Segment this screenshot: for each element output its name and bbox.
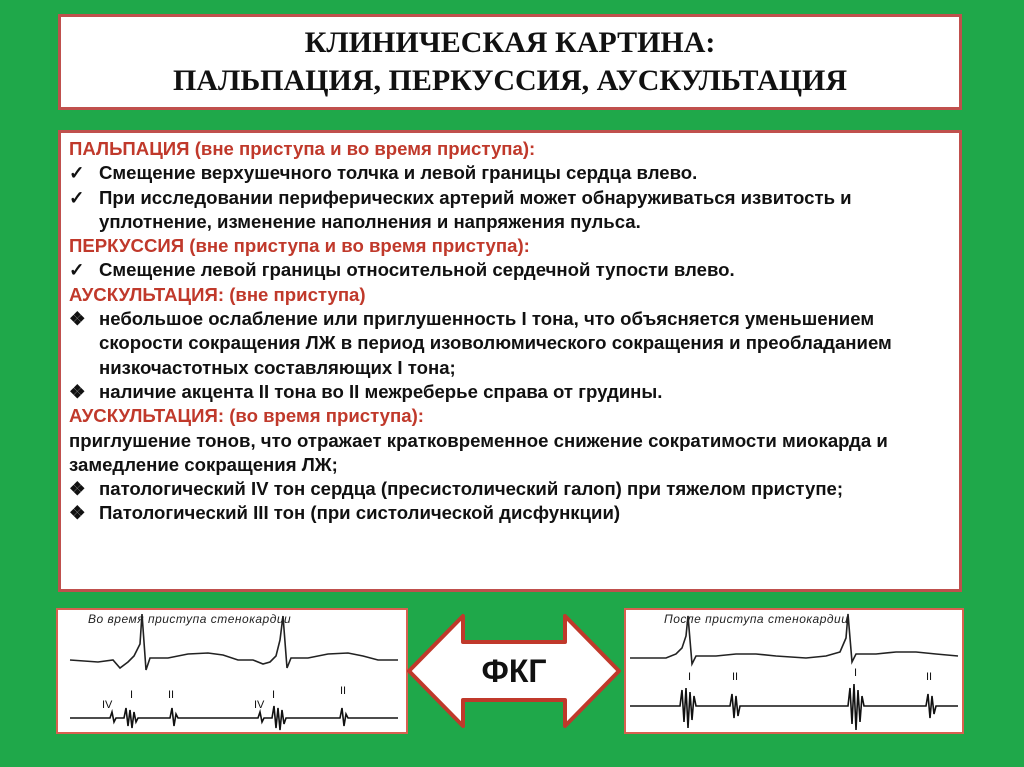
list-item	[69, 380, 951, 404]
ecg-left-panel	[56, 608, 408, 734]
diamond-bullet-icon: ❖	[69, 478, 86, 500]
palpation-heading: ПАЛЬПАЦИЯ (вне приступа и во время приступа):	[69, 138, 536, 159]
palpation-item-1: Смещение верхушечного толчка и левой границы сердца влево.	[99, 162, 698, 184]
ecg-left-label-ii-2: II	[340, 685, 347, 697]
percussion-item-1: Смещение левой границы относительной сердечной тупости влево.	[99, 259, 735, 281]
ecg-right-panel	[624, 608, 964, 734]
title-box	[58, 14, 962, 110]
pcg-left-trace	[70, 706, 398, 730]
diamond-bullet-icon: ❖	[69, 380, 86, 402]
ecg-left-caption: Во время приступа стенокардии	[88, 612, 292, 626]
ecg-left-label-i: I	[130, 689, 134, 701]
auscultation-out-item-1: небольшое ослабление или приглушенность I тона, что объясняется уменьшением скорости сокращения ЛЖ в период изоволюмического сокращения и преобладанием низкочастотных составляющих I тона;	[99, 308, 892, 378]
auscultation-out-item-2: наличие акцента II тона во II межреберье справа от грудины.	[99, 380, 663, 402]
ecg-right-label-i-2: I	[854, 667, 858, 679]
list-item	[69, 258, 951, 282]
ecg-left-label-iv-2: IV	[254, 699, 265, 711]
ecg-right-graph	[626, 610, 962, 732]
diamond-bullet-icon: ❖	[69, 502, 86, 524]
auscultation-during-item-2: Патологический III тон (при систолической дисфункции)	[99, 502, 621, 524]
list-item	[69, 186, 951, 235]
list-item	[69, 161, 951, 185]
auscultation-out-heading: АУСКУЛЬТАЦИЯ: (вне приступа)	[69, 283, 366, 305]
ecg-left-label-i-2: I	[272, 689, 276, 701]
ecg-right-label-i: I	[688, 671, 692, 683]
fkg-arrow	[405, 608, 623, 734]
ecg-left-graph	[58, 610, 406, 732]
ecg-right-label-ii: II	[732, 671, 739, 683]
ecg-left-label-ii: II	[168, 689, 175, 701]
list-item	[69, 501, 951, 525]
ecg-left-label-iv: IV	[102, 699, 113, 711]
auscultation-during-text: приглушение тонов, что отражает кратковременное снижение сократимости миокарда и замедление сокращения ЛЖ;	[69, 429, 888, 475]
check-icon: ✓	[69, 259, 85, 281]
ecg-right-caption: После приступа стенокардии	[664, 612, 849, 626]
title-line-1: КЛИНИЧЕСКАЯ КАРТИНА:	[304, 26, 716, 59]
palpation-item-2: При исследовании периферических артерий может обнаруживаться извитость и уплотнение, изменение наполнения и напряжения пульса.	[99, 186, 852, 232]
list-item	[69, 307, 951, 380]
ecg-right-label-ii-2: II	[926, 671, 933, 683]
fkg-label: ФКГ	[481, 652, 547, 689]
check-icon: ✓	[69, 162, 85, 184]
check-icon: ✓	[69, 186, 85, 208]
diamond-bullet-icon: ❖	[69, 308, 86, 330]
auscultation-during-heading: АУСКУЛЬТАЦИЯ: (во время приступа):	[69, 405, 424, 427]
title-line-2: ПАЛЬПАЦИЯ, ПЕРКУССИЯ, АУСКУЛЬТАЦИЯ	[172, 64, 848, 97]
pcg-right-trace	[630, 684, 958, 730]
content-box	[58, 130, 962, 592]
list-item	[69, 477, 951, 501]
percussion-heading: ПЕРКУССИЯ (вне приступа и во время приступа):	[69, 235, 530, 257]
auscultation-during-item-1: патологический IV тон сердца (пресистолический галоп) при тяжелом приступе;	[99, 478, 844, 500]
